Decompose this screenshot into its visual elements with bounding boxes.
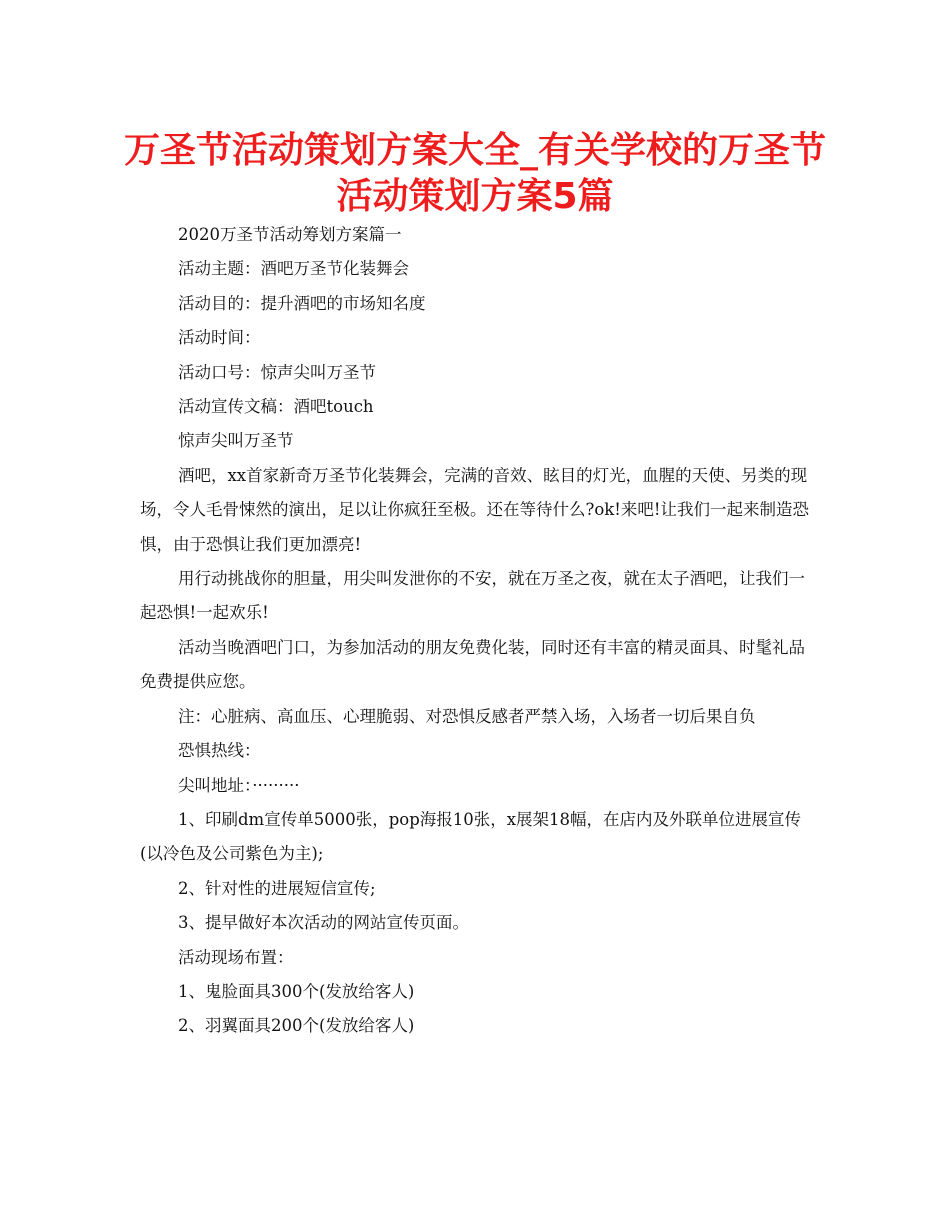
paragraph: 2、针对性的进展短信宣传;	[178, 878, 376, 898]
paragraph: 活动宣传文稿：酒吧touch	[178, 397, 374, 417]
paragraph: 注：心脏病、高血压、心理脆弱、对恐惧反感者严禁入场，入场者一切后果自负	[178, 706, 756, 726]
paragraph: 2020万圣节活动筹划方案篇一	[178, 225, 402, 244]
paragraph: 酒吧，xx首家新奇万圣节化装舞会，完满的音效、眩目的灯光，血腥的天使、另类的现场，令人毛骨悚然的演出，足以让你疯狂至极。还在等待什么?ok!来吧!让我们一起来制造恐惧，由于恐惧让我们更加漂亮!	[140, 465, 810, 554]
paragraph: 活动当晚酒吧门口，为参加活动的朋友免费化装，同时还有丰富的精灵面具、时髦礼品免费提供应您。	[140, 637, 805, 692]
paragraph: 1、鬼脸面具300个(发放给客人)	[178, 981, 415, 1001]
paragraph: 活动现场布置：	[178, 947, 294, 967]
paragraph: 活动主题：酒吧万圣节化装舞会	[178, 259, 409, 279]
paragraph: 活动目的：提升酒吧的市场知名度	[178, 293, 426, 313]
document-body	[140, 218, 820, 1044]
paragraph: 用行动挑战你的胆量，用尖叫发泄你的不安，就在万圣之夜，就在太子酒吧，让我们一起恐惧!一起欢乐!	[140, 569, 805, 623]
paragraph: 惊声尖叫万圣节	[178, 431, 294, 451]
paragraph: 2、羽翼面具200个(发放给客人)	[178, 1016, 415, 1036]
paragraph: 活动时间：	[178, 328, 261, 348]
paragraph: 1、印刷dm宣传单5000张，pop海报10张，x展架18幅，在店内及外联单位进展宣传(以冷色及公司紫色为主);	[140, 809, 802, 864]
document-title: 万圣节活动策划方案大全_有关学校的万圣节活动策划方案5篇	[123, 130, 826, 217]
paragraph: 3、提早做好本次活动的网站宣传页面。	[178, 913, 469, 933]
paragraph: 恐惧热线：	[178, 741, 261, 761]
paragraph: 活动口号：惊声尖叫万圣节	[178, 362, 376, 382]
paragraph: 尖叫地址：·········	[178, 775, 300, 795]
